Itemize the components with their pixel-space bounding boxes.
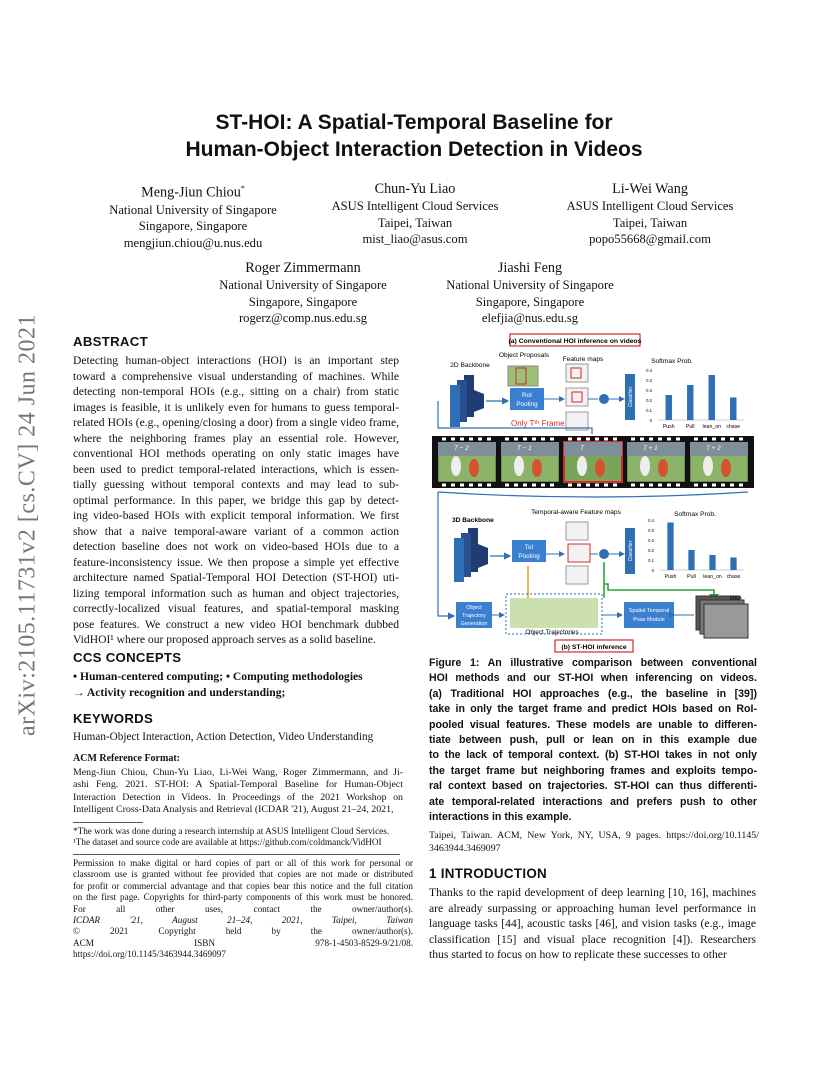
author-name: Li-Wei Wang — [612, 181, 688, 197]
author-name: Meng-Jiun Chiou* — [141, 184, 245, 201]
author-email: mengjiun.chiou@u.nus.edu — [123, 235, 263, 250]
arxiv-id: arXiv:2105.11731v2 [cs.CV] 24 Jun 2021 — [14, 313, 41, 737]
fusion-node-b — [599, 549, 609, 559]
caption-line: ate temporal-related interactions and prefers push to other — [429, 795, 757, 808]
permission-line: ACM ISBN 978-1-4503-8529-9/21/08. — [73, 937, 413, 948]
pose-module-box — [624, 602, 674, 628]
intro-line: are already surpassing or approaching human level performance in — [429, 901, 756, 915]
abstract-line: pose features. We construct a new video HOI benchmark dubbed — [73, 617, 399, 631]
chart-tick-label: 0.3 — [648, 528, 654, 533]
caption-line: to the lack of temporal context. (b) ST-HOI takes in not only — [429, 749, 757, 762]
frame-label: T − 2 — [454, 445, 469, 452]
author-block-3 — [540, 180, 760, 248]
caption-line: the target frame but neighboring frames and exploits tempo- — [429, 764, 757, 777]
ccs-line: • Human-centered computing; • Computing methodologies — [73, 670, 363, 683]
author-affiliation: National University of Singapore — [109, 202, 277, 217]
chart-category-label: chase — [726, 424, 741, 430]
abstract-line: tially guessing without temporal contexts and may lead to sub- — [73, 478, 399, 491]
permission-line: on the first page. Copyrights for third-party components of this work must be honored. — [73, 892, 413, 903]
svg-text:Pose Module: Pose Module — [633, 617, 665, 623]
chart-tick-label: 0.1 — [648, 558, 654, 563]
chart-tick-label: 0.4 — [646, 368, 652, 373]
figure-caption — [429, 656, 757, 825]
frame-label: T − 1 — [517, 445, 532, 452]
acm-ref-line: 3463944.3469097 — [429, 843, 501, 854]
chart-tick-label: 0.4 — [648, 518, 654, 523]
caption-line: (a) Traditional HOI approaches (e.g., the baseline in [39]) — [429, 687, 757, 700]
intro-heading: 1 INTRODUCTION — [429, 866, 548, 881]
author-email: mist_liao@asus.com — [362, 232, 468, 246]
arxiv-stamp — [8, 290, 48, 760]
intro-body — [429, 885, 756, 963]
paper-title-line1: ST-HOI: A Spatial-Temporal Baseline for — [215, 111, 613, 134]
intro-line: Thanks to the rapid development of deep learning [10, 16], machines — [429, 886, 756, 899]
intro-line: classification [15] and visual place recognition [4]). Researchers — [429, 932, 756, 946]
frame-label: T + 1 — [643, 445, 658, 452]
ccs-heading: CCS CONCEPTS — [73, 650, 182, 665]
caption-line: ral context based on trajectories. ST-HOI can thus differenti- — [429, 780, 757, 793]
abstract-line: architecture named Spatial-Temporal HOI Detection (ST-HOI) uti- — [73, 571, 399, 584]
abstract-line: conventional HOI methods operating on only static images have — [73, 447, 399, 460]
chart-category-label: Pull — [685, 424, 695, 430]
permission-line: Permission to make digital or hard copies of part or all of this work for personal or — [73, 858, 413, 868]
author-email: rogerz@comp.nus.edu.sg — [238, 311, 368, 325]
permission-line: for profit or commercial advantage and that copies bear this notice and the full citation — [73, 880, 413, 891]
permission-block — [73, 858, 413, 961]
author-affiliation: ASUS Intelligent Cloud Services — [331, 199, 499, 213]
chart-bar — [667, 523, 673, 571]
author-block-2 — [310, 180, 520, 248]
acm-ref-heading: ACM Reference Format: — [73, 753, 180, 764]
softmax-label-b: Softmax Prob. — [674, 511, 716, 518]
chart-bar — [730, 398, 736, 421]
ccs-line: → Activity recognition and understanding; — [73, 685, 286, 699]
chart-category-label: Pull — [687, 574, 696, 580]
chart-tick-label: 0.2 — [648, 548, 654, 553]
chart-bar — [666, 395, 672, 420]
author-location: Taipei, Taiwan — [612, 215, 688, 230]
permission-line: For all other uses, contact the owner/author(s). — [73, 903, 413, 914]
abstract-heading: ABSTRACT — [73, 334, 148, 349]
abstract-line: lizing temporal information such as human and object trajectories, — [73, 586, 399, 600]
svg-text:MN×: MN× — [730, 596, 742, 602]
backbone-3d-icon — [454, 528, 488, 582]
figure-1 — [428, 330, 756, 656]
abstract-line: VidHOI¹ where our proposed approach serves as a solid baseline. — [73, 633, 376, 646]
chart-category-label: chase — [726, 574, 741, 580]
acm-ref-line: Taipei, Taiwan. ACM, New York, NY, USA, 9 pages. https://doi.org/10.1145/ — [429, 830, 759, 841]
abstract-line: show that a naive temporal-aware variant of a common action — [73, 524, 399, 538]
caption-line: interactions in this example. — [429, 811, 572, 824]
chart-bar — [730, 558, 736, 571]
panel-a-label: (a) Conventional HOI inference on videos — [508, 338, 642, 345]
author-location: Singapore, Singapore — [475, 294, 585, 309]
author-affiliation: National University of Singapore — [219, 278, 387, 292]
acm-ref-line: ashi Feng. 2021. ST-HOI: A Spatial-Temporal Baseline for Human-Object — [73, 779, 403, 791]
caption-line: pooled visual features. These models are unable to differen- — [429, 718, 757, 731]
abstract-line: optimal performance. In this paper, we bridge this gap by detect- — [73, 493, 399, 507]
author-block-5 — [420, 259, 640, 327]
acm-ref-continuation — [429, 829, 759, 855]
only-target-label: Only Tᵗʰ Frame — [511, 419, 565, 428]
chart-bar — [688, 550, 694, 570]
chart-tick-label: 0.1 — [646, 408, 652, 413]
intro-line: thus started to focus on how to replicate these successes to other — [429, 948, 727, 961]
caption-line: take in only the target frame and predict HOIs based on RoI- — [429, 703, 757, 716]
chart-category-label: Push — [664, 574, 677, 580]
temporal-feature-maps-label: Temporal-aware Feature maps — [531, 509, 621, 516]
toi-pooling-label: ToI — [524, 544, 534, 551]
toi-pooling-label: Pooling — [518, 553, 540, 560]
chart-tick-label: 0.3 — [646, 378, 652, 383]
permission-line: https://doi.org/10.1145/3463944.3469097 — [73, 949, 226, 960]
chart-tick-label: 0.3 — [646, 388, 652, 393]
permission-divider — [73, 854, 400, 855]
author-block-4 — [198, 259, 408, 327]
abstract-line: feature-inconsistency issue. We then propose a simple yet effective — [73, 555, 399, 569]
author-affiliation: National University of Singapore — [446, 278, 614, 292]
object-proposals-image — [508, 366, 538, 386]
footnote-divider — [73, 822, 143, 823]
acm-ref-line: Interaction Detection in Videos. In Proceedings of the 2021 Workshop on — [73, 791, 403, 803]
svg-text:Spatial-Temporal: Spatial-Temporal — [628, 608, 670, 614]
abstract-line: where the neighboring frames play an essential role. However, — [73, 431, 399, 445]
abstract-line: been used to predict temporal-related interactions, which is essen- — [73, 462, 399, 476]
feature-map-tile — [566, 412, 588, 430]
abstract-line: detecting non-temporal HOIs (e.g., sitting on a chair) from static — [73, 385, 399, 398]
chart-tick-label: 0.2 — [646, 398, 652, 403]
footnote: *The work was done during a research internship at ASUS Intelligent Cloud Services. — [73, 826, 390, 836]
abstract-line: detection baseline does not work on video-based HOIs due to a — [73, 540, 399, 553]
acm-ref-line: Intelligent Cross-Data Analysis and Retrieval (ICDAR '21), August 21–24, 2021, — [73, 804, 394, 816]
abstract-body — [73, 353, 399, 648]
author-name: Roger Zimmermann — [245, 260, 361, 276]
feature-map-tile — [566, 364, 588, 382]
abstract-line: related HOIs (e.g., opening/closing a door) from a single video frame, — [73, 416, 399, 429]
chart-tick-label: 0.3 — [648, 538, 654, 543]
chart-bar — [687, 385, 693, 420]
classifier-label: Classifier — [628, 386, 634, 408]
permission-line: © 2021 Copyright held by the owner/author(s). — [73, 926, 413, 937]
caption-line: HOI methods and our ST-HOI when inferencing on videos. — [429, 672, 757, 685]
chart-tick-label: 0 — [649, 418, 652, 423]
footnotes — [73, 826, 413, 849]
object-proposals-label: Object Proposals — [498, 352, 550, 359]
backbone-3d-label: 3D Backbone — [452, 517, 494, 524]
chart-bar — [709, 555, 715, 570]
feature-maps-label: Feature maps — [562, 356, 604, 363]
author-affiliation: ASUS Intelligent Cloud Services — [566, 199, 734, 213]
feature-map-tile — [566, 388, 588, 406]
acm-ref-body — [73, 767, 403, 817]
keywords-heading: KEYWORDS — [73, 711, 154, 726]
author-email: popo55668@gmail.com — [589, 232, 711, 246]
author-name: Chun-Yu Liao — [374, 181, 456, 197]
ccs-body — [73, 669, 403, 700]
svg-text:Trajectory: Trajectory — [462, 613, 486, 619]
keywords-text: Human-Object Interaction, Action Detection, Video Understanding — [73, 731, 374, 743]
fusion-node — [599, 394, 609, 404]
author-location: Taipei, Taiwan — [377, 215, 453, 230]
chart-category-label: lean_on — [703, 574, 722, 580]
chart-bar — [709, 375, 715, 420]
intro-line: language tasks [44], acoustic tasks [46], and vision tasks (e.g., image — [429, 917, 756, 930]
panel-b-label: (b) ST-HOI inference — [561, 644, 627, 651]
frame-label: T + 2 — [706, 445, 721, 452]
chart-tick-label: 0 — [651, 568, 654, 573]
abstract-line: images is feasible, it is unlikely even for humans to guess temporal- — [73, 400, 399, 414]
abstract-line: ing video-based HOIs with explicit temporal information. We first — [73, 509, 399, 522]
author-location: Singapore, Singapore — [248, 294, 358, 309]
author-location: Singapore, Singapore — [138, 219, 248, 234]
permission-line: classroom use is granted without fee provided that copies are not made or distributed — [73, 869, 413, 880]
acm-ref-line: Meng-Jiun Chiou, Chun-Yu Liao, Li-Wei Wang, Roger Zimmermann, and Ji- — [73, 767, 403, 778]
object-trajectories-label: Object Trajectories — [525, 629, 579, 636]
author-block-1 — [88, 180, 298, 251]
footnote: ¹The dataset and source code are available at https://github.com/coldmanck/VidHOI — [73, 837, 382, 848]
roi-pooling-label: Pooling — [516, 401, 538, 408]
backbone-2d-icon — [450, 375, 484, 427]
svg-text:Generation: Generation — [460, 621, 488, 627]
chart-category-label: lean_on — [702, 424, 721, 430]
caption-line: Figure 1: An illustrative comparison between conventional — [429, 657, 757, 669]
caption-line: tiate between push, pull or lean on in this example due — [429, 734, 757, 747]
abstract-line: correctly-localized visual features, and spatial-temporal masking — [73, 602, 399, 615]
softmax-chart-a — [646, 368, 744, 430]
svg-text:Object: Object — [466, 605, 482, 611]
author-email: elefjia@nus.edu.sg — [481, 311, 579, 325]
softmax-label-a: Softmax Prob. — [651, 358, 693, 365]
softmax-chart-b — [648, 518, 744, 580]
abstract-line: Detecting human-object interactions (HOI) is an important step — [73, 354, 399, 367]
author-name: Jiashi Feng — [497, 260, 563, 276]
classifier-label-b: Classifier — [628, 540, 634, 562]
frame-label: T — [580, 445, 584, 452]
permission-line: ICDAR '21, August 21–24, 2021, Taipei, Taiwan — [73, 915, 413, 926]
backbone-2d-label: 2D Backbone — [450, 362, 490, 369]
paper-title-line2: Human-Object Interaction Detection in Videos — [185, 138, 643, 161]
chart-category-label: Push — [662, 424, 675, 430]
roi-pooling-label: RoI — [522, 392, 532, 399]
abstract-line: toward a comprehensive visual understanding of machines. While — [73, 369, 399, 383]
